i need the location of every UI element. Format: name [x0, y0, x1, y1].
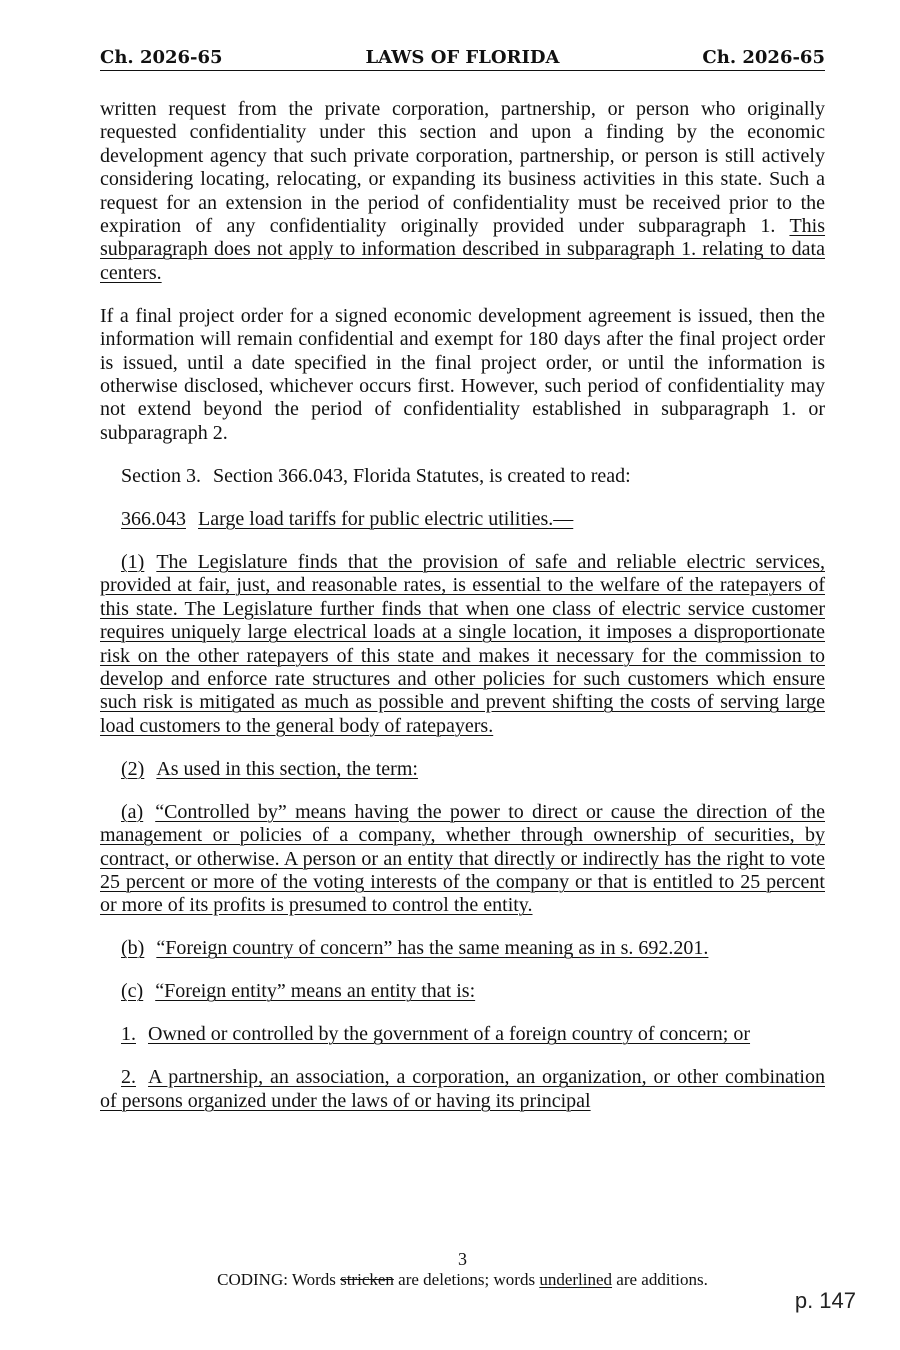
subsection-text: The Legislature finds that the provision of safe and reliable electric services, provided at fair, just, and reasonable rates, is essential to the welfare of the ratepayers of this state. The Legislature further finds that when one class of electric service customer requires uniquely large electrical loads at a single location, it imposes a disproportionate risk on the other ratepayers of this state and makes it necessary for the commission to develop and enforce rate structures and other policies for such customers which ensure such risk is mitigated as much as possible and prevent shifting the costs of serving large load customers to the general body of ratepayers.	[100, 550, 825, 737]
list-item-2	[100, 1066, 825, 1113]
section-3-heading	[100, 465, 825, 488]
coding-underlined-example: underlined	[539, 1270, 613, 1289]
coding-suffix: are additions.	[616, 1270, 708, 1289]
definition-label: (b)	[121, 937, 145, 960]
header-title: LAWS OF FLORIDA	[365, 47, 560, 68]
definition-c	[100, 980, 825, 1003]
list-item-1	[100, 1023, 825, 1046]
header-chapter-right: Ch. 2026-65	[702, 47, 825, 68]
paragraph-extension-request	[100, 98, 825, 285]
paragraph-final-project-order: If a final project order for a signed economic development agreement is issued, then the information will remain confidential and exempt for 180 days after the final project order is issued, until a date specified in the final project order, or until the information is otherwise disclosed, whichever occurs first. However, such period of confidentiality may not extend beyond the period of confidentiality established in subparagraph 1. or subparagraph 2.	[100, 304, 825, 444]
page-number: 3	[458, 1249, 467, 1269]
section-label: Section 3.	[121, 464, 201, 487]
definition-label: (c)	[121, 980, 144, 1003]
definition-text: “Controlled by” means having the power to direct or cause the direction of the management or policies of a company, whether through ownership of securities, by contract, or otherwise. A person or an entity that directly or indirectly has the right to vote 25 percent or more of the voting interests of the company or that is entitled to 25 percent or more of its profits is presumed to control the entity.	[100, 800, 825, 917]
definition-text: “Foreign country of concern” has the same meaning as in s. 692.201.	[156, 937, 709, 960]
section-text: Section 366.043, Florida Statutes, is created to read:	[213, 464, 631, 487]
definition-a	[100, 801, 825, 918]
header-chapter-left: Ch. 2026-65	[100, 47, 223, 68]
page-reference: p. 147	[794, 1288, 856, 1313]
coding-prefix: CODING: Words	[217, 1270, 336, 1289]
definition-b	[100, 937, 825, 960]
section-366-043-title	[100, 508, 825, 531]
statute-body	[100, 98, 825, 1113]
subsection-1	[100, 551, 825, 738]
coding-stricken-example: stricken	[340, 1270, 394, 1289]
subsection-text: As used in this section, the term:	[156, 757, 418, 780]
subsection-2	[100, 758, 825, 781]
definition-text: “Foreign entity” means an entity that is:	[155, 980, 476, 1003]
subsection-label: (2)	[121, 757, 145, 780]
paragraph-text: written request from the private corporation, partnership, or person who originally requested confidentiality under this section and upon a finding by the economic development agency that such private corporation, partnership, or person is still actively considering locating, relocating, or expanding its business activities in this state. Such a request for an extension in the period of confidentiality must be received prior to the expiration of any confidentiality originally provided under subparagraph 1.	[100, 98, 825, 238]
subsection-label: (1)	[121, 550, 145, 573]
section-catchline: Large load tariffs for public electric utilities.—	[198, 507, 574, 530]
coding-middle: are deletions; words	[398, 1270, 536, 1289]
item-text: Owned or controlled by the government of a foreign country of concern; or	[148, 1023, 751, 1046]
item-label: 1.	[121, 1023, 136, 1046]
item-text: A partnership, an association, a corporation, an organization, or other combination of persons organized under the laws of or having its principal	[100, 1066, 825, 1112]
section-number: 366.043	[121, 507, 186, 530]
item-label: 2.	[121, 1066, 136, 1089]
coding-legend	[0, 1270, 900, 1290]
definition-label: (a)	[121, 800, 144, 823]
added-text: This subparagraph does not apply to information described in subparagraph 1. relating to data centers.	[100, 215, 826, 284]
running-header	[100, 44, 825, 71]
